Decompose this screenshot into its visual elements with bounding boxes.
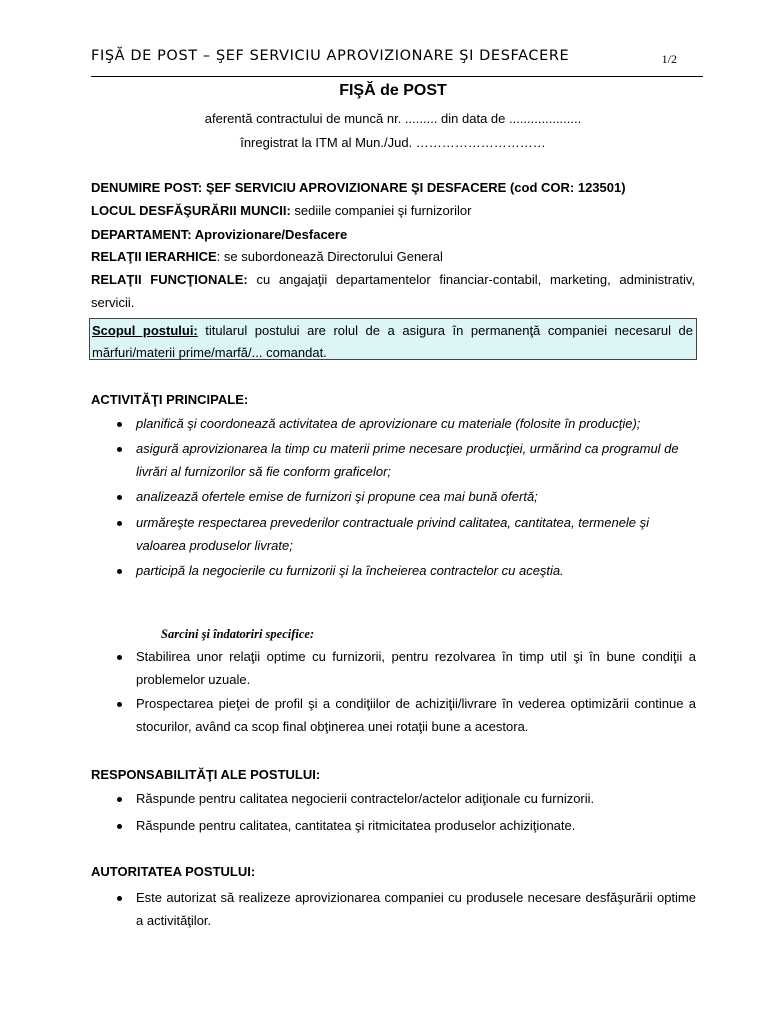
bullet-icon	[117, 824, 122, 829]
scope-text: titularul postului are rolul de a asigura în permanenţă companiei necesarul de mărfuri/materii prime/marfă/... comandat.	[92, 323, 694, 360]
bullet-icon	[117, 655, 122, 660]
work-location-label: LOCUL DESFĂŞURĂRII MUNCII:	[91, 203, 291, 218]
functional-value: cu angajaţii departamentelor financiar-contabil, marketing, administrativ, servicii.	[91, 272, 695, 310]
list-item: urmăreşte respectarea prevederilor contractuale privind calitatea, cantitatea, termenele şi valoarea produselor livrate;	[136, 511, 696, 557]
itm-line: înregistrat la ITM al Mun./Jud. …………………………	[240, 135, 546, 150]
list-item: analizează ofertele emise de furnizori şi propune cea mai bună ofertă;	[136, 485, 696, 508]
job-scope-box	[89, 318, 697, 360]
scope-label: Scopul postului:	[92, 323, 198, 338]
header-title: FIŞĂ DE POST – ŞEF SERVICIU APROVIZIONARE ŞI DESFACERE	[91, 48, 570, 64]
authority-heading: AUTORITATEA POSTULUI:	[91, 864, 256, 879]
tasks-list	[136, 645, 696, 738]
bullet-icon	[117, 495, 122, 500]
document-title: FIŞĂ de POST	[339, 82, 447, 99]
responsibilities-heading: RESPONSABILITĂŢI ALE POSTULUI:	[91, 767, 321, 782]
work-location-value: sediile companiei şi furnizorilor	[290, 203, 472, 218]
authority-list	[136, 886, 696, 932]
bullet-icon	[117, 702, 122, 707]
bullet-icon	[117, 569, 122, 574]
responsibilities-list	[136, 787, 696, 837]
page-number: 1/2	[661, 52, 677, 66]
work-location	[91, 203, 695, 218]
activities-list	[136, 412, 696, 582]
bullet-icon	[117, 422, 122, 427]
page-header	[91, 48, 703, 77]
hierarchy-label: RELAŢII IERARHICE	[91, 249, 217, 264]
list-item: Răspunde pentru calitatea negocierii contractelor/actelor adiţionale cu furnizorii.	[136, 787, 696, 810]
bullet-icon	[117, 797, 122, 802]
activities-heading: ACTIVITĂŢI PRINCIPALE:	[91, 392, 249, 407]
list-item: Stabilirea unor relaţii optime cu furnizorii, pentru rezolvarea în timp util şi în bune condiţii a problemelor uzuale.	[136, 645, 696, 691]
bullet-icon	[117, 521, 122, 526]
tasks-heading: Sarcini şi îndatoriri specifice:	[161, 627, 315, 641]
functional-label: RELAŢII FUNCŢIONALE:	[91, 272, 248, 287]
hierarchy-value: : se subordonează Directorului General	[216, 249, 443, 264]
bullet-icon	[117, 896, 122, 901]
list-item: Prospectarea pieţei de profil şi a condiţiilor de achiziţii/livrare în vederea optimizării continue a stocurilor, având ca scop final obţinerea unei rotaţii bune a acestora.	[136, 692, 696, 738]
list-item: Răspunde pentru calitatea, cantitatea şi ritmicitatea produselor achiziţionate.	[136, 814, 696, 837]
hierarchical-relations	[91, 249, 695, 264]
contract-line: aferentă contractului de muncă nr. ......... din data de ....................	[204, 111, 582, 126]
list-item: asigură aprovizionarea la timp cu materii prime necesare producţiei, urmărind ca programul de livrări al furnizorilor să fie conform graficelor;	[136, 437, 696, 483]
list-item: Este autorizat să realizeze aprovizionarea companiei cu produsele necesare desfăşurării optime a activităţilor.	[136, 886, 696, 932]
bullet-icon	[117, 447, 122, 452]
functional-relations	[91, 268, 695, 314]
list-item: planifică şi coordonează activitatea de aprovizionare cu materiale (folosite în producţie);	[136, 412, 696, 435]
post-name: DENUMIRE POST: ŞEF SERVICIU APROVIZIONARE ŞI DESFACERE (cod COR: 123501)	[91, 180, 626, 195]
list-item: participă la negocierile cu furnizorii şi la încheierea contractelor cu aceştia.	[136, 559, 696, 582]
department: DEPARTAMENT: Aprovizionare/Desfacere	[91, 227, 348, 242]
